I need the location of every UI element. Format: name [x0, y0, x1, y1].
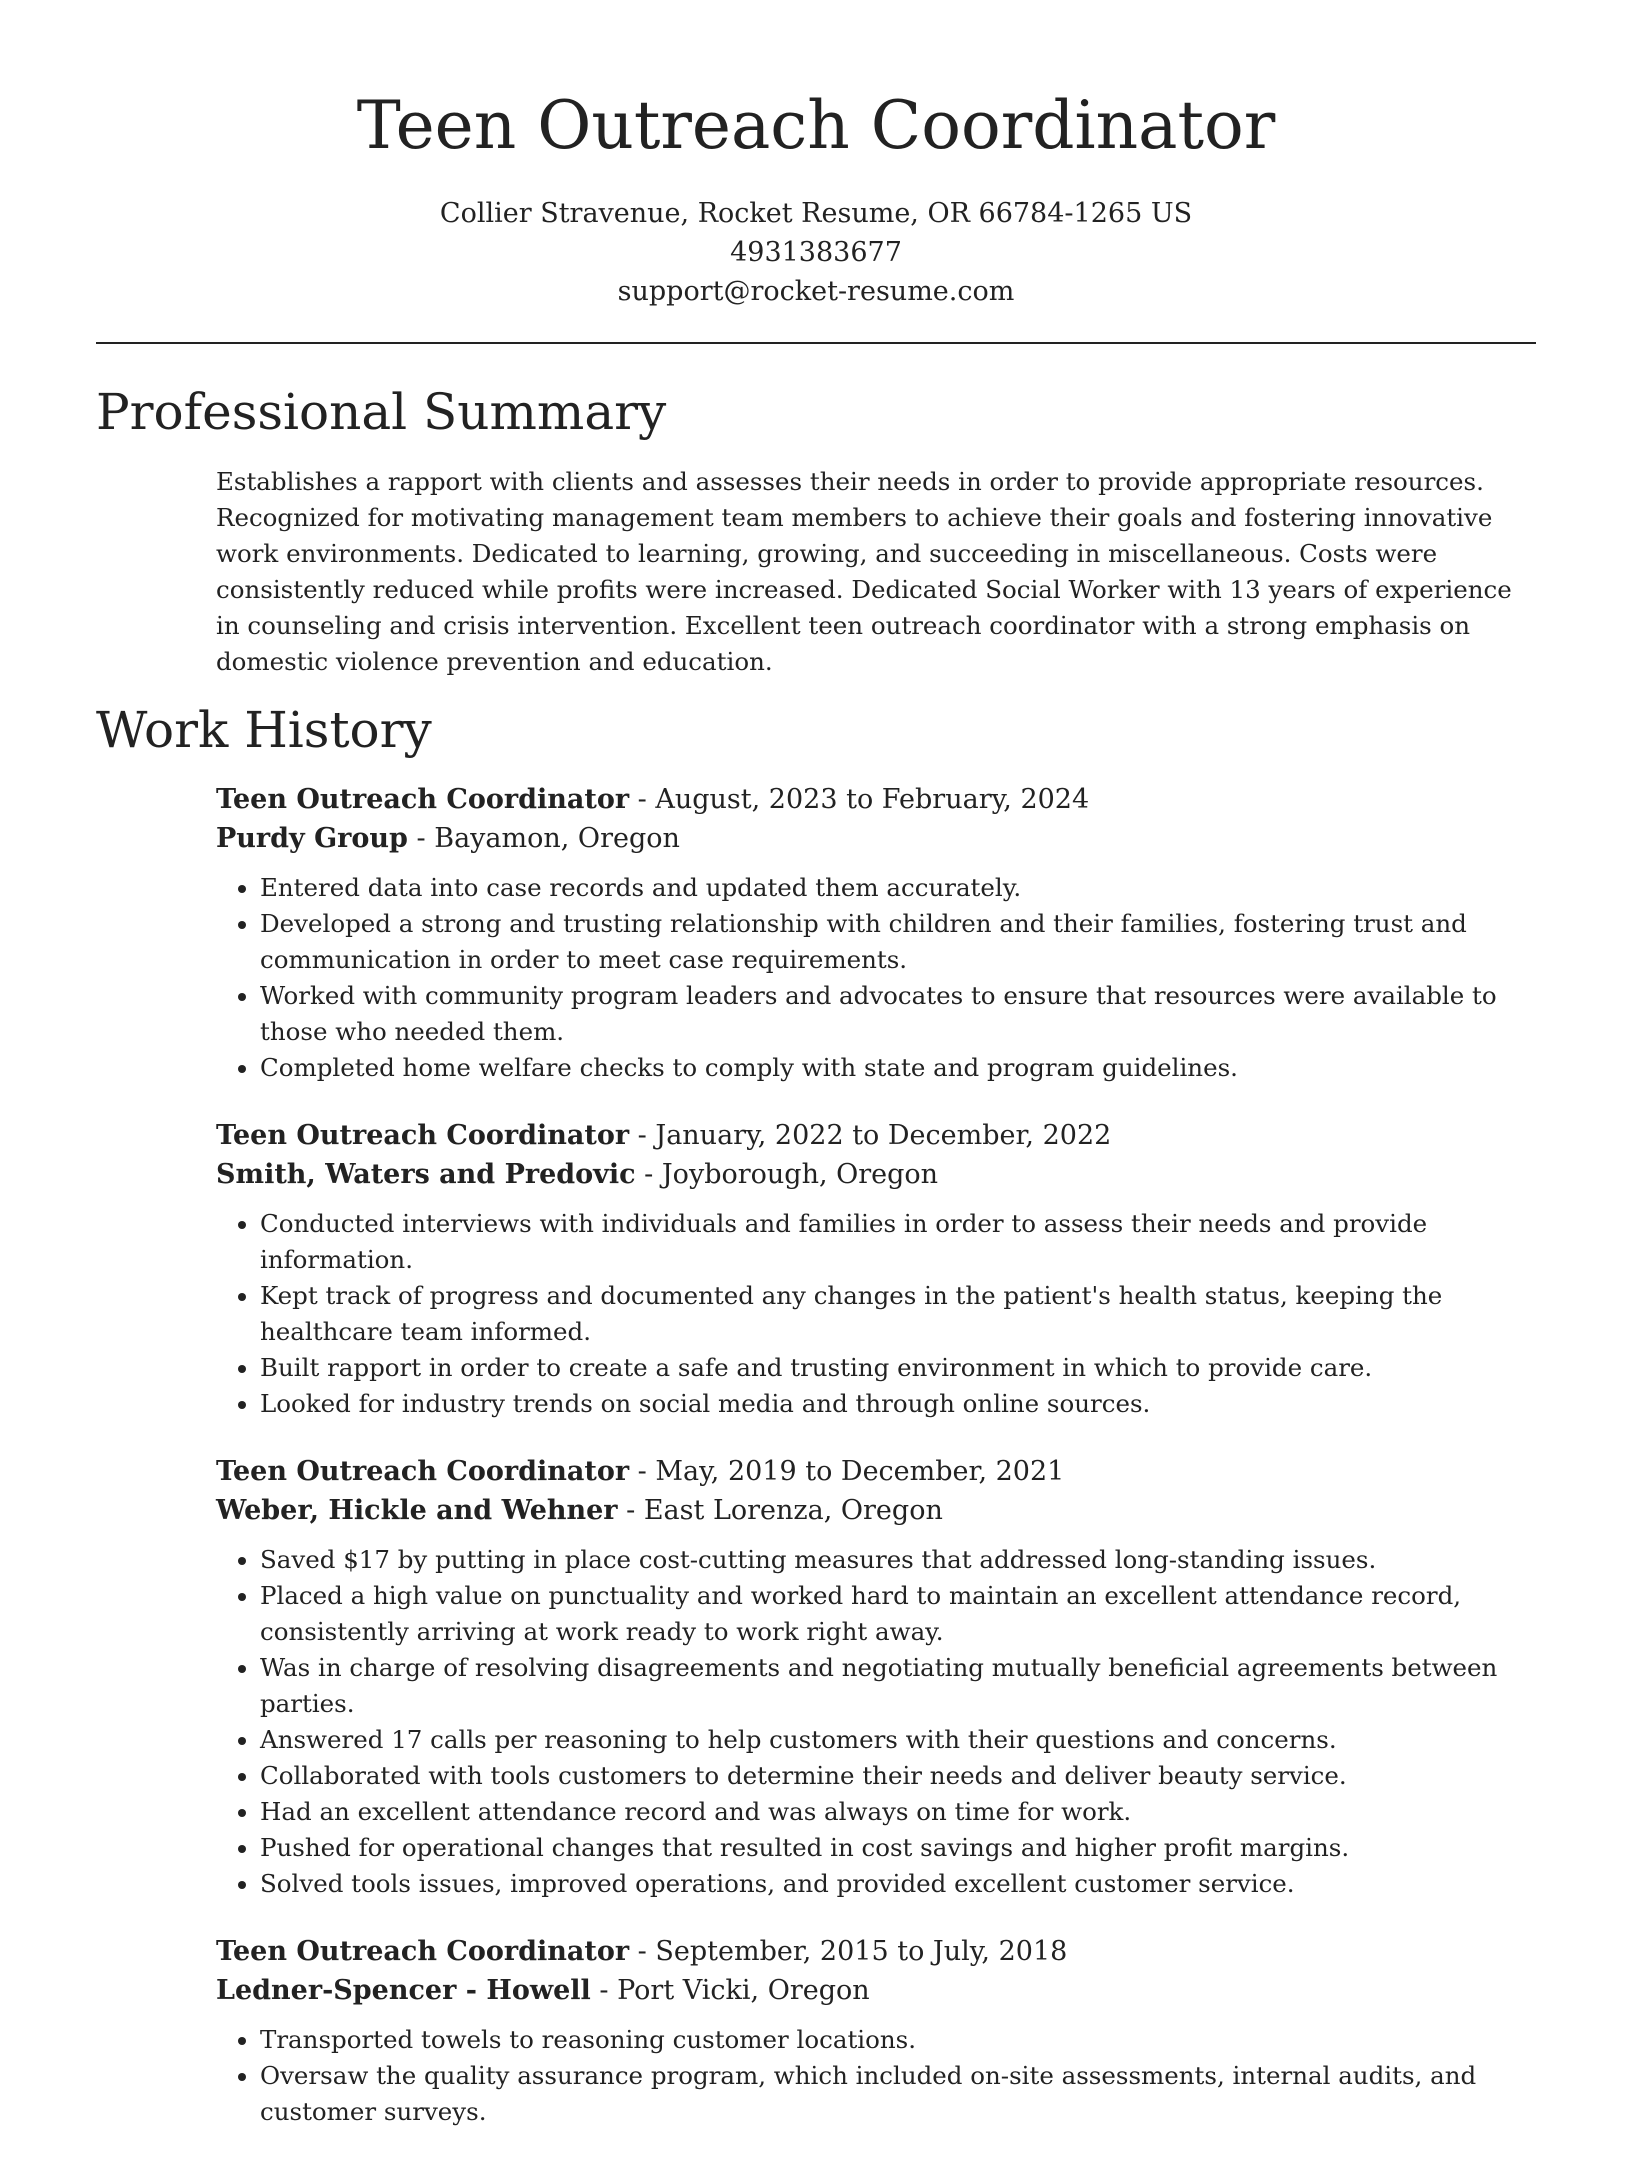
bullet-item: • Completed home welfare checks to comply with state and program guidelines. [260, 1050, 1536, 1086]
header-divider [96, 342, 1536, 344]
job-bullets [216, 1206, 1536, 1422]
separator: - [407, 823, 435, 854]
job-company-line [216, 1971, 1536, 2010]
separator: - [629, 784, 656, 815]
phone: 4931383677 [730, 237, 902, 268]
job-bullets [216, 870, 1536, 1086]
job-location: East Lorenza, Oregon [643, 1495, 943, 1526]
separator: - [629, 1120, 656, 1151]
job-dates: May, 2019 to December, 2021 [655, 1456, 1065, 1487]
work-history-list [216, 780, 1536, 2160]
contact-info [96, 194, 1536, 311]
job-entry [216, 1932, 1536, 2130]
job-title-line [216, 780, 1536, 819]
job-title: Teen Outreach Coordinator [216, 1456, 630, 1487]
bullet-item: • Worked with community program leaders and advocates to ensure that resources were available to those who needed them. [260, 978, 1536, 1050]
job-company-line [216, 819, 1536, 858]
job-entry [216, 1452, 1536, 1902]
job-bullets [216, 2022, 1536, 2130]
bullet-item: • Transported towels to reasoning customer locations. [260, 2022, 1536, 2058]
bullet-item: • Placed a high value on punctuality and worked hard to maintain an excellent attendance record, consistently arriving at work ready to work right away. [260, 1578, 1536, 1650]
address: Collier Stravenue, Rocket Resume, OR 66784-1265 US [439, 198, 1193, 229]
bullet-item: • Conducted interviews with individuals and families in order to assess their needs and provide information. [260, 1206, 1536, 1278]
bullet-item: • Solved tools issues, improved operations, and provided excellent customer service. [260, 1866, 1536, 1902]
job-title-line [216, 1932, 1536, 1971]
job-company: Ledner-Spencer - Howell [216, 1975, 591, 2006]
bullet-item: • Built rapport in order to create a safe and trusting environment in which to provide care. [260, 1350, 1536, 1386]
bullet-item: • Kept track of progress and documented any changes in the patient's health status, keeping the healthcare team informed. [260, 1278, 1536, 1350]
bullet-item: • Was in charge of resolving disagreements and negotiating mutually beneficial agreements between parties. [260, 1650, 1536, 1722]
work-history-heading: Work History [96, 701, 432, 759]
separator: - [629, 1456, 656, 1487]
bullet-item: • Answered 17 calls per reasoning to help customers with their questions and concerns. [260, 1722, 1536, 1758]
job-title-line [216, 1452, 1536, 1491]
bullet-item: • Pushed for operational changes that resulted in cost savings and higher profit margins. [260, 1830, 1536, 1866]
bullet-item: • Collaborated with tools customers to determine their needs and deliver beauty service. [260, 1758, 1536, 1794]
summary-heading: Professional Summary [96, 383, 667, 441]
job-title: Teen Outreach Coordinator [216, 784, 630, 815]
bullet-item: • Saved $17 by putting in place cost-cutting measures that addressed long-standing issues. [260, 1542, 1536, 1578]
bullet-item: • Entered data into case records and updated them accurately. [260, 870, 1536, 906]
job-dates: January, 2022 to December, 2022 [655, 1120, 1112, 1151]
job-location: Port Vicki, Oregon [617, 1975, 870, 2006]
job-entry [216, 780, 1536, 1086]
resume-name: Teen Outreach Coordinator [356, 87, 1276, 164]
job-company: Smith, Waters and Predovic [216, 1159, 636, 1190]
job-location: Bayamon, Oregon [434, 823, 680, 854]
job-location: Joyborough, Oregon [661, 1159, 939, 1190]
job-title-line [216, 1116, 1536, 1155]
email: support@rocket-resume.com [617, 276, 1015, 307]
job-bullets [216, 1542, 1536, 1902]
job-company-line [216, 1491, 1536, 1530]
bullet-item: • Developed a strong and trusting relationship with children and their families, fostering trust and communication in order to meet case requirements. [260, 906, 1536, 978]
job-company: Purdy Group [216, 823, 408, 854]
bullet-item: • Looked for industry trends on social media and through online sources. [260, 1386, 1536, 1422]
job-company: Weber, Hickle and Wehner [216, 1495, 618, 1526]
separator: - [635, 1159, 662, 1190]
separator: - [629, 1936, 656, 1967]
separator: - [617, 1495, 644, 1526]
separator: - [590, 1975, 618, 2006]
job-company-line [216, 1155, 1536, 1194]
bullet-item: • Oversaw the quality assurance program, which included on-site assessments, internal audits, and customer surveys. [260, 2058, 1536, 2130]
job-dates: August, 2023 to February, 2024 [655, 784, 1090, 815]
job-dates: September, 2015 to July, 2018 [655, 1936, 1068, 1967]
job-title: Teen Outreach Coordinator [216, 1936, 630, 1967]
bullet-item: • Had an excellent attendance record and was always on time for work. [260, 1794, 1536, 1830]
resume-header [96, 84, 1536, 311]
job-entry [216, 1116, 1536, 1422]
job-title: Teen Outreach Coordinator [216, 1120, 630, 1151]
summary-text: Establishes a rapport with clients and assesses their needs in order to provide appropriate resources. Recognized for motivating management team members to achieve their goals and fostering innovative work environments. Dedicated to learning, growing, and succeeding in miscellaneous. Costs were consistently reduced while profits were increased. Dedicated Social Worker with 13 years of experience in counseling and crisis intervention. Excellent teen outreach coordinator with a strong emphasis on domestic violence prevention and education. [216, 467, 1512, 676]
